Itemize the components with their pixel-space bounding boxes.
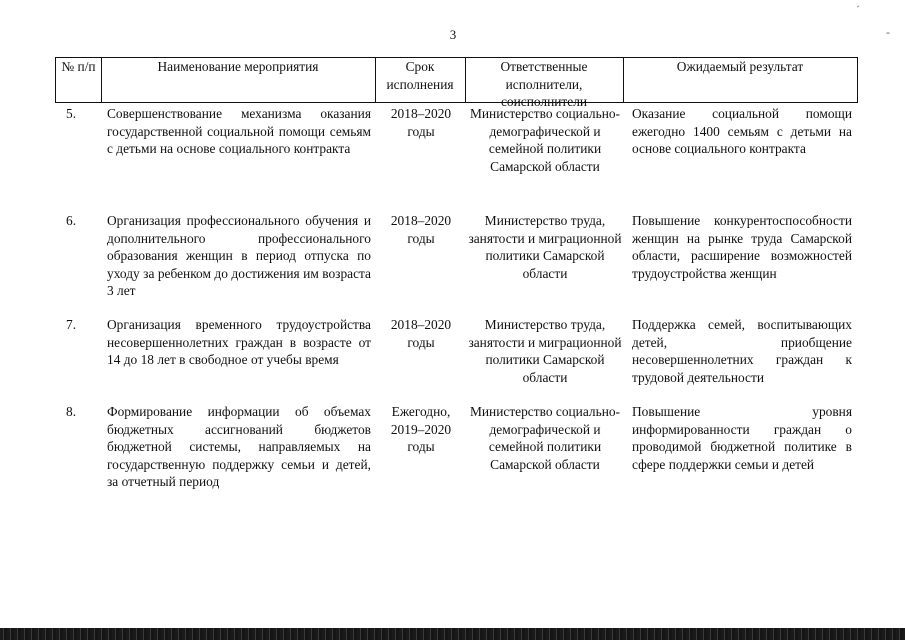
row-name: Организация профессионального обучения и дополнительного профессионального образования женщин в период отпуска по уходу за ребенком до достижения им возраста 3 лет [107, 213, 371, 299]
row-term: 2018–2020 годы [390, 106, 452, 139]
row-number: 7. [66, 317, 77, 332]
scan-mark: ´ [856, 3, 860, 17]
row-result: Повышение конкурентоспособности женщин на рынке труда Самарской области, расширение возможностей трудоустройства женщин [632, 213, 852, 281]
row-result: Поддержка семей, воспитывающих детей, приобщение несовершеннолетних граждан к трудовой деятельности [632, 317, 852, 385]
row-number: 6. [66, 213, 77, 228]
row-name: Формирование информации об объемах бюджетных ассигнований бюджетов бюджетной системы, направляемых на государственную поддержку семьи и детей, за отчетный период [107, 404, 371, 490]
header-cell-responsible: Ответственные исполнители, соисполнители [465, 57, 624, 103]
row-responsible: Министерство труда, занятости и миграционной политики Самарской области [468, 213, 622, 281]
header-cell-number: № п/п [55, 57, 102, 103]
row-name: Организация временного трудоустройства несовершеннолетних граждан в возрасте от 14 до 18 лет в свободное от учебы время [107, 317, 371, 368]
row-term: 2018–2020 годы [390, 213, 452, 246]
scan-edge-band [0, 628, 905, 640]
row-number: 5. [66, 106, 77, 121]
row-result: Оказание социальной помощи ежегодно 1400 семьям с детьми на основе социального контракта [632, 106, 852, 157]
row-term: Ежегодно, 2019–2020 годы [390, 404, 452, 455]
row-result: Повышение уровня информированности граждан о проводимой бюджетной политике в сфере поддержки семьи и детей [632, 404, 852, 472]
header-cell-result: Ожидаемый результат [623, 57, 858, 103]
row-name: Совершенствование механизма оказания государственной социальной помощи семьям с детьми на основе социального контракта [107, 106, 371, 157]
row-number: 8. [66, 404, 77, 419]
row-responsible: Министерство социально-демографической и семейной политики Самарской области [469, 106, 621, 174]
row-term: 2018–2020 годы [390, 317, 452, 350]
row-responsible: Министерство труда, занятости и миграционной политики Самарской области [468, 317, 622, 385]
header-cell-name: Наименование мероприятия [101, 57, 376, 103]
scan-mark: - [886, 25, 890, 39]
page-number: 3 [449, 27, 457, 42]
header-cell-term: Срок исполнения [375, 57, 466, 103]
row-responsible: Министерство социально-демографической и семейной политики Самарской области [469, 404, 621, 472]
